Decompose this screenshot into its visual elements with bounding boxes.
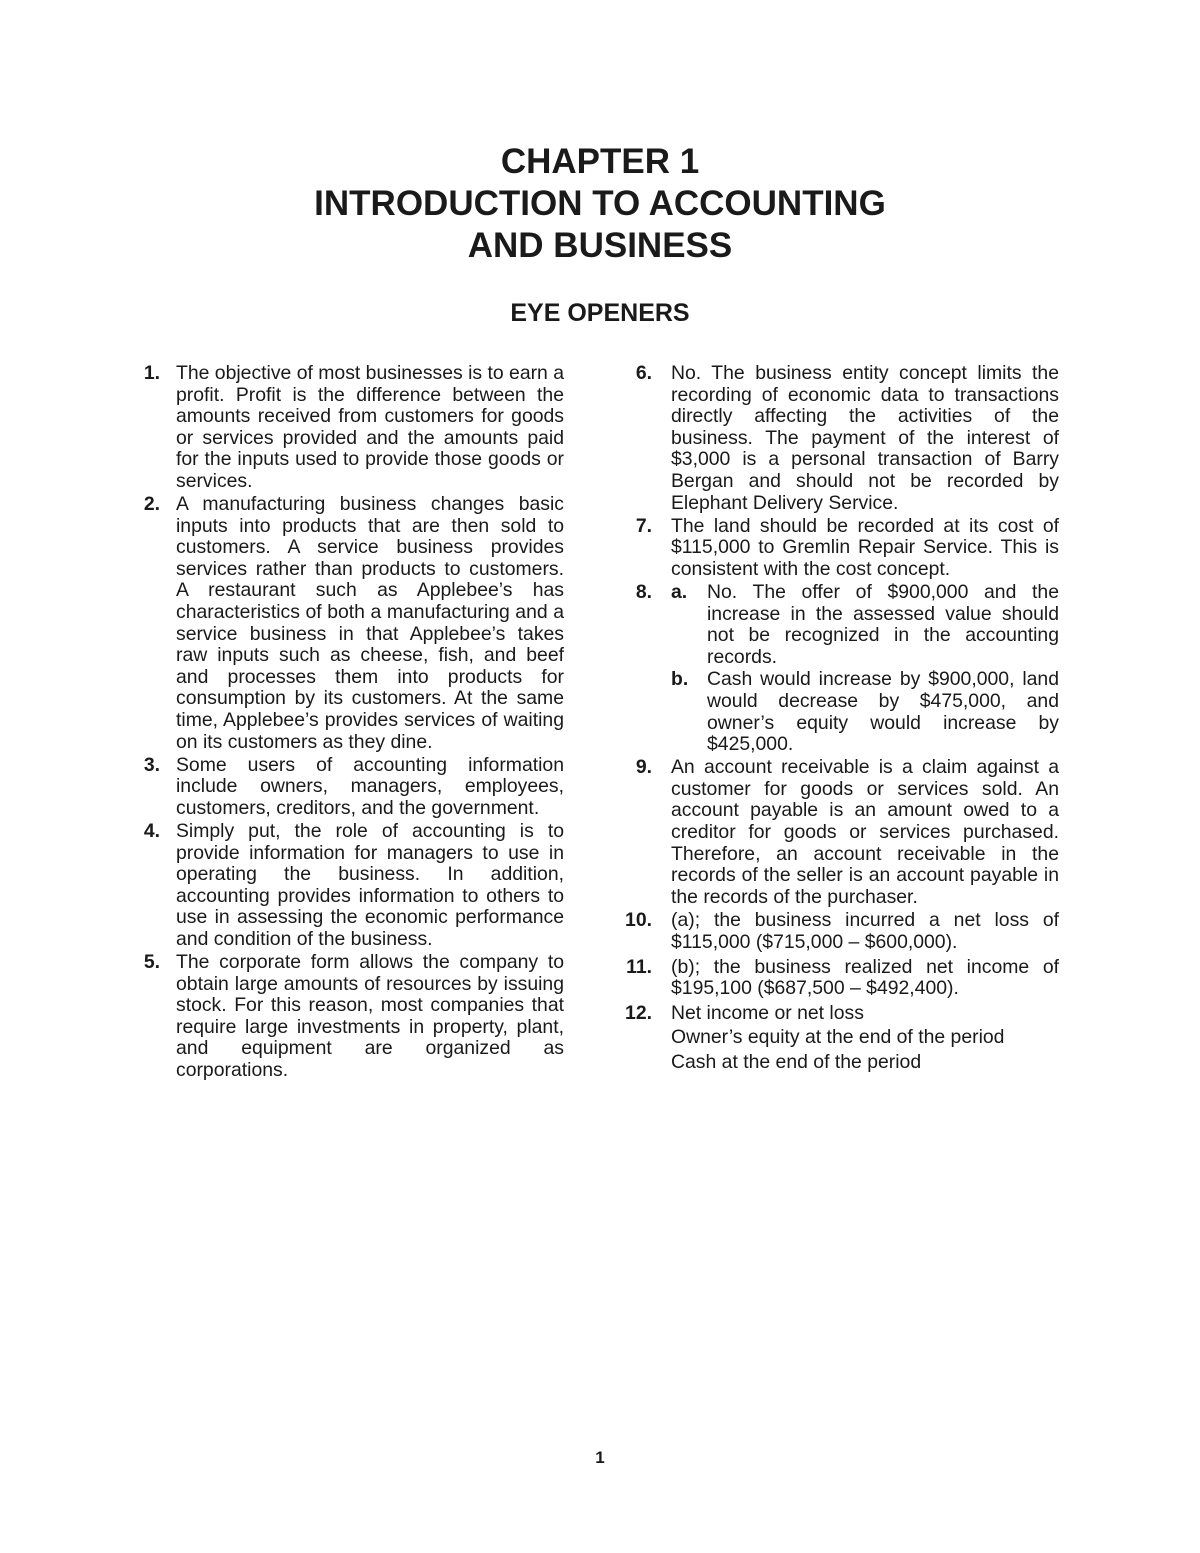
chapter-title-block — [0, 141, 1200, 267]
item-number: 6. — [635, 362, 652, 384]
item-number: 1. — [143, 362, 160, 384]
item-number: 12. — [625, 1001, 652, 1024]
list-item — [616, 1003, 1059, 1074]
section-heading: EYE OPENERS — [510, 299, 690, 327]
list-item — [616, 516, 1059, 581]
chapter-title-line-2: AND BUSINESS — [467, 226, 733, 265]
chapter-number: CHAPTER 1 — [500, 142, 700, 181]
item-line: Cash at the end of the period — [671, 1050, 922, 1073]
item-text: The land should be recorded at its cost of $115,000 to Gremlin Repair Service. This is consistent with the cost concept. — [671, 514, 1059, 580]
left-column — [136, 363, 564, 1083]
page-number: 1 — [595, 1448, 605, 1467]
sub-item-label: b. — [671, 668, 689, 691]
item-number: 11. — [626, 955, 652, 978]
list-item — [616, 582, 1059, 756]
item-number: 10. — [625, 909, 652, 932]
item-text: The corporate form allows the company to obtain large amounts of resources by issuing stock. For this reason, most companies that require large investments in property, plant, and equipment are organized as corporations. — [176, 951, 564, 1081]
item-number: 8. — [635, 580, 652, 603]
item-text: Some users of accounting information include owners, managers, employees, customers, creditors, and the government. — [176, 753, 564, 819]
item-number: 5. — [143, 951, 160, 974]
list-item — [616, 910, 1059, 953]
item-number: 7. — [635, 514, 652, 537]
sub-item — [671, 669, 1059, 755]
list-item — [616, 957, 1059, 1000]
item-text: An account receivable is a claim against a customer for goods or services sold. An account payable is an amount owed to a creditor for goods or services purchased. Therefore, an account receivable in the records of the seller is an account payable in the records of the purchaser. — [671, 756, 1059, 908]
item-line: Net income or net loss — [671, 1001, 864, 1024]
sub-item-text: No. The offer of $900,000 and the increase in the assessed value should not be recognized in the accounting records. — [707, 580, 1059, 668]
item-text: The objective of most businesses is to earn a profit. Profit is the difference between the amounts received from customers for goods or services provided and the amounts paid for the inputs used to provide those goods or services. — [176, 362, 565, 492]
item-text: No. The business entity concept limits the recording of economic data to transactions directly affecting the activities of the business. The payment of the interest of $3,000 is a personal transaction of Barry Bergan and should not be recorded by Elephant Delivery Service. — [671, 362, 1059, 514]
list-item — [136, 821, 564, 951]
item-text: A manufacturing business changes basic inputs into products that are then sold to customers. A service business provides services rather than products to customers. A restaurant such as Applebee’s has characteristics of both a manufacturing and a service business in that Applebee’s takes raw inputs such as cheese, fish, and beef and processes them into products for consumption by its customers. At the same time, Applebee’s provides services of waiting on its customers as they dine. — [176, 493, 564, 753]
right-column — [616, 363, 1059, 1077]
sub-item-label: a. — [671, 580, 688, 603]
item-line: Owner’s equity at the end of the period — [671, 1026, 1005, 1049]
item-number: 4. — [143, 819, 160, 842]
sub-item-text: Cash would increase by $900,000, land would decrease by $475,000, and owner’s equity would increase by $425,000. — [707, 668, 1059, 756]
list-item — [136, 494, 564, 753]
sub-item — [671, 582, 1059, 668]
item-text: (a); the business incurred a net loss of $115,000 ($715,000 – $600,000). — [671, 909, 1059, 953]
list-item — [136, 363, 564, 493]
item-number: 9. — [635, 756, 652, 779]
item-text: Simply put, the role of accounting is to provide information for managers to use in operating the business. In addition, accounting provides information to others to use in assessing the economic performance and condition of the business. — [176, 819, 564, 950]
list-item — [616, 363, 1059, 514]
item-number: 2. — [143, 493, 160, 516]
list-item — [616, 757, 1059, 908]
list-item — [136, 755, 564, 820]
chapter-title-line-1: INTRODUCTION TO ACCOUNTING — [314, 184, 886, 223]
list-item — [136, 952, 564, 1082]
item-number: 3. — [143, 753, 160, 776]
item-text: (b); the business realized net income of $195,100 ($687,500 – $492,400). — [671, 955, 1059, 1000]
